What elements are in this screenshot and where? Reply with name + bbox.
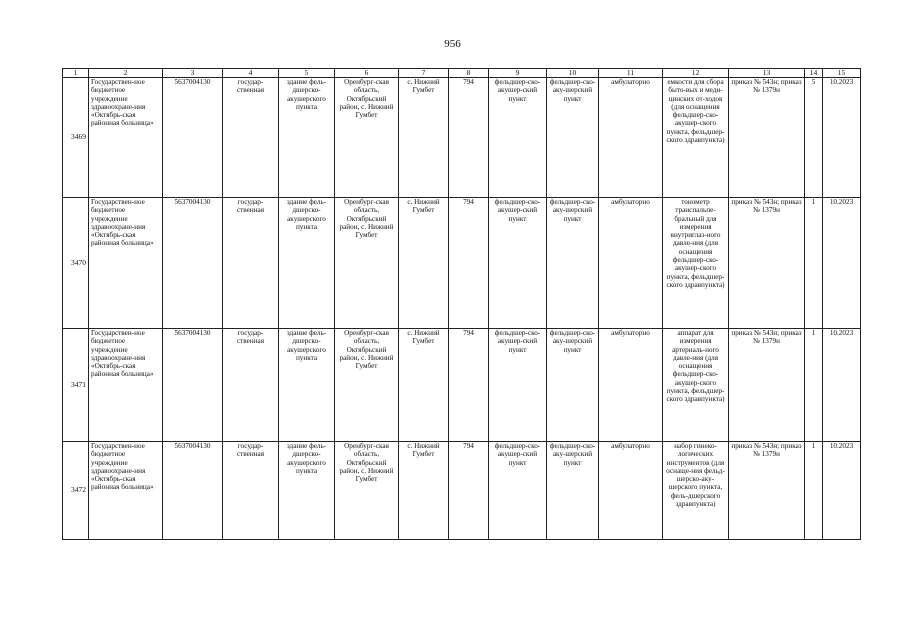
unit2-cell: фельдшер-ско-аку-шерский пункт <box>547 442 599 540</box>
row-number: 3470 <box>63 198 89 329</box>
ownership-cell: государ-ственная <box>223 442 279 540</box>
building-cell: здание фель-дшерско-акушерского пункта <box>279 329 335 442</box>
column-header: 6 <box>335 69 399 78</box>
mode-cell: амбулаторно <box>599 198 663 329</box>
quantity-cell: 1 <box>805 442 823 540</box>
column-header: 1 <box>63 69 89 78</box>
unit-cell: фельдшер-ско-акушер-ский пункт <box>489 329 547 442</box>
quantity-cell: 5 <box>805 78 823 198</box>
building-cell: здание фель-дшерско-акушерского пункта <box>279 442 335 540</box>
organization-cell: Государствен-ное бюджетное учреждение здравоохране-ния «Октябрь-ская районная больница» <box>89 78 163 198</box>
organization-cell: Государствен-ное бюджетное учреждение здравоохране-ния «Октябрь-ская районная больница» <box>89 329 163 442</box>
address-cell: Оренбург-ская область, Октябрьский район, с. Нижний Гумбет <box>335 198 399 329</box>
quantity-cell: 1 <box>805 329 823 442</box>
column-header: 5 <box>279 69 335 78</box>
row-number: 3469 <box>63 78 89 198</box>
code-cell: 794 <box>449 329 489 442</box>
quantity-cell: 1 <box>805 198 823 329</box>
order-cell: приказ № 543н; приказ № 1379н <box>729 198 805 329</box>
order-cell: приказ № 543н; приказ № 1379н <box>729 329 805 442</box>
column-header: 2 <box>89 69 163 78</box>
column-header: 9 <box>489 69 547 78</box>
unit-cell: фельдшер-ско-акушер-ский пункт <box>489 198 547 329</box>
unit-cell: фельдшер-ско-акушер-ский пункт <box>489 78 547 198</box>
page-number: 956 <box>444 38 461 50</box>
order-cell: приказ № 543н; приказ № 1379н <box>729 78 805 198</box>
unit2-cell: фельдшер-ско-аку-шерский пункт <box>547 78 599 198</box>
column-header: 11 <box>599 69 663 78</box>
column-header: 7 <box>399 69 449 78</box>
code-cell: 794 <box>449 442 489 540</box>
row-number: 3472 <box>63 442 89 540</box>
address-cell: Оренбург-ская область, Октябрьский район, с. Нижний Гумбет <box>335 442 399 540</box>
order-cell: приказ № 543н; приказ № 1379н <box>729 442 805 540</box>
ownership-cell: государ-ственная <box>223 198 279 329</box>
column-header: 10 <box>547 69 599 78</box>
table-row <box>63 78 861 198</box>
header-row <box>63 69 861 78</box>
date-cell: 10.2023 <box>823 442 861 540</box>
date-cell: 10.2023 <box>823 198 861 329</box>
mode-cell: амбулаторно <box>599 329 663 442</box>
building-cell: здание фель-дшерско-акушерского пункта <box>279 198 335 329</box>
table-row <box>63 329 861 442</box>
unit-cell: фельдшер-ско-акушер-ский пункт <box>489 442 547 540</box>
mode-cell: амбулаторно <box>599 78 663 198</box>
address-cell: Оренбург-ская область, Октябрьский район, с. Нижний Гумбет <box>335 329 399 442</box>
organization-cell: Государствен-ное бюджетное учреждение здравоохране-ния «Октябрь-ская районная больница» <box>89 442 163 540</box>
unit2-cell: фельдшер-ско-аку-шерский пункт <box>547 329 599 442</box>
column-header: 13 <box>729 69 805 78</box>
column-header: 15 <box>823 69 861 78</box>
item-cell: емкости для сбора быто-вых и меди-цинских от-ходов (для оснащения фельдшер-ско-акушер-ского пункта, фельдшер-ского здравпункта) <box>663 78 729 198</box>
item-cell: аппарат для измерения артериаль-ного давле-ния (для оснащения фельдшер-ско-акушер-ского пункта, фельдшер-ского здравпункта) <box>663 329 729 442</box>
date-cell: 10.2023 <box>823 78 861 198</box>
ownership-cell: государ-ственная <box>223 78 279 198</box>
inn-cell: 5637004130 <box>163 198 223 329</box>
column-header: 12 <box>663 69 729 78</box>
item-cell: тонометр транспальпе-бральный для измерения внутриглаз-ного давле-ния (для оснащения фельдшер-ско-акушер-ского пункта, фельдшер-ского здравпункта) <box>663 198 729 329</box>
table-row <box>63 442 861 540</box>
row-number: 3471 <box>63 329 89 442</box>
item-cell: набор гинеко-логических инструментов (для оснаще-ния фельд-шерско-аку-шерского пункта, фель-дшерского здравпункта) <box>663 442 729 540</box>
column-header: 8 <box>449 69 489 78</box>
locality-cell: с. Нижний Гумбет <box>399 78 449 198</box>
column-header: 14 <box>805 69 823 78</box>
inn-cell: 5637004130 <box>163 442 223 540</box>
registry-table <box>62 68 861 540</box>
ownership-cell: государ-ственная <box>223 329 279 442</box>
mode-cell: амбулаторно <box>599 442 663 540</box>
locality-cell: с. Нижний Гумбет <box>399 442 449 540</box>
organization-cell: Государствен-ное бюджетное учреждение здравоохране-ния «Октябрь-ская районная больница» <box>89 198 163 329</box>
column-header: 4 <box>223 69 279 78</box>
code-cell: 794 <box>449 78 489 198</box>
locality-cell: с. Нижний Гумбет <box>399 329 449 442</box>
building-cell: здание фель-дшерско-акушерского пункта <box>279 78 335 198</box>
date-cell: 10.2023 <box>823 329 861 442</box>
table-row <box>63 198 861 329</box>
address-cell: Оренбург-ская область, Октябрьский район, с. Нижний Гумбет <box>335 78 399 198</box>
inn-cell: 5637004130 <box>163 78 223 198</box>
code-cell: 794 <box>449 198 489 329</box>
unit2-cell: фельдшер-ско-аку-шерский пункт <box>547 198 599 329</box>
column-header: 3 <box>163 69 223 78</box>
locality-cell: с. Нижний Гумбет <box>399 198 449 329</box>
inn-cell: 5637004130 <box>163 329 223 442</box>
